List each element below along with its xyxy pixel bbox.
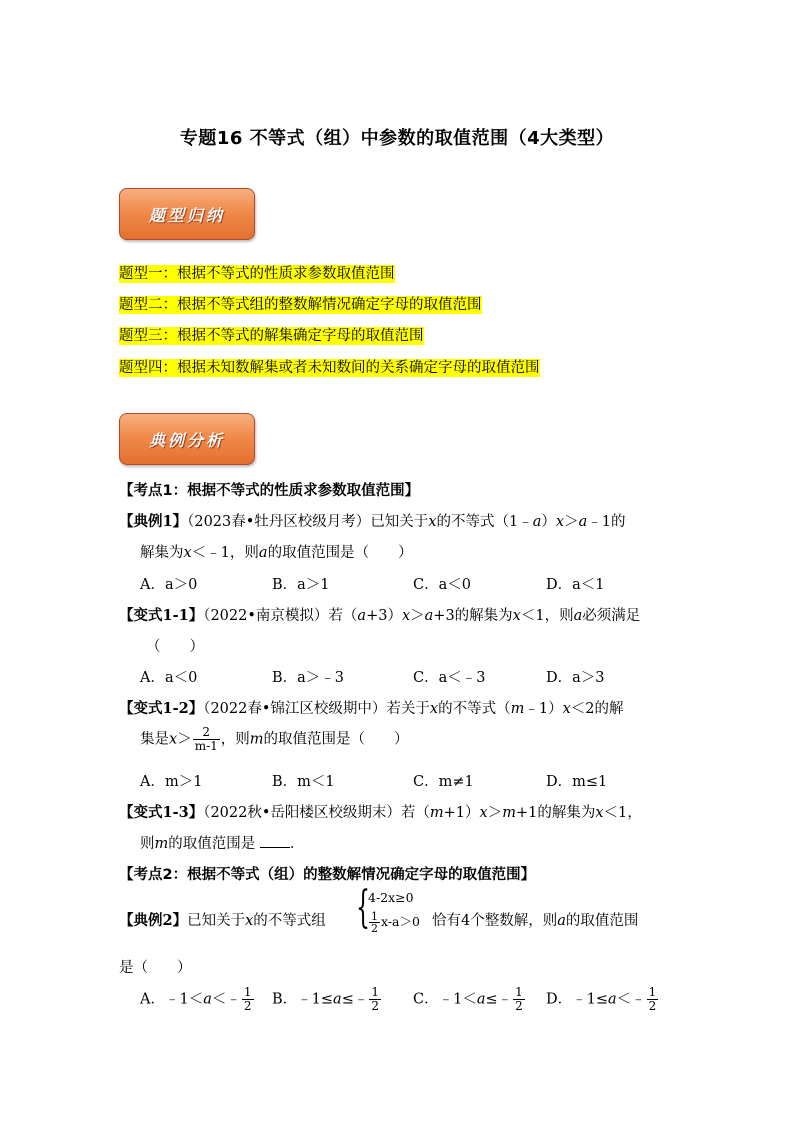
system-eq-2: $\frac{1}{2}$ x-a＞0 xyxy=(371,910,420,935)
page-title: 专题16 不等式（组）中参数的取值范围（4大类型） xyxy=(179,128,615,149)
answer-blank[interactable] xyxy=(260,835,290,848)
question-5-option-b: B．﹣1≤a≤﹣ $\frac{1}{2}$ xyxy=(272,985,379,1013)
section-banner-examples xyxy=(119,413,255,465)
question-2-option-b: B．a＞﹣3 xyxy=(272,670,345,686)
system-eq-1: 4-2x≥0 xyxy=(368,890,414,905)
type-item-4: 题型四：根据未知数解集或者未知数间的关系确定字母的取值范围 xyxy=(119,360,540,376)
question-2-line2: （ ） xyxy=(146,639,204,655)
question-3-line2: 集是x＞ $\frac{2}{m-1}$ ，则m的取值范围是（ ） xyxy=(140,725,409,753)
type-item-3: 题型三：根据不等式的解集确定字母的取值范围 xyxy=(119,328,424,344)
question-1-option-a: A．a＞0 xyxy=(140,577,198,593)
question-3-option-a: A．m＞1 xyxy=(140,774,203,790)
question-3-option-b: B．m＜1 xyxy=(272,774,335,790)
question-2-option-d: D．a＞3 xyxy=(546,670,605,686)
fraction: $\frac{2}{m-1}$ xyxy=(194,725,218,753)
question-4-line1: 【变式1-3】（2022秋•岳阳楼区校级期末）若（m+1）x＞m+1的解集为x＜1， xyxy=(119,804,642,821)
question-2-option-a: A．a＜0 xyxy=(140,670,198,686)
question-5-option-c: C．﹣1＜a≤﹣ $\frac{1}{2}$ xyxy=(413,985,523,1013)
question-1-line1: 【典例1】（2023春•牡丹区校级月考）已知关于x的不等式（1﹣a）x＞a﹣1的 xyxy=(119,513,626,530)
kaodian-2-heading: 【考点2：根据不等式（组）的整数解情况确定字母的取值范围】 xyxy=(119,867,536,883)
question-5-line2: 是（ ） xyxy=(119,960,192,976)
question-1-line2: 解集为x＜﹣1，则a的取值范围是（ ） xyxy=(140,545,413,561)
banner-label: 典例分析 xyxy=(148,431,225,450)
question-2-line1: 【变式1-1】（2022•南京模拟）若（a+3）x＞a+3的解集为x＜1，则a必须满足 xyxy=(119,607,641,624)
question-2-option-c: C．a＜﹣3 xyxy=(413,670,486,686)
type-item-2: 题型二：根据不等式组的整数解情况确定字母的取值范围 xyxy=(119,297,482,313)
question-5-line1-cont: 恰有4个整数解，则a的取值范围 xyxy=(432,913,639,929)
question-4-line2: 则m的取值范围是 ． xyxy=(140,836,305,852)
kaodian-1-heading: 【考点1：根据不等式的性质求参数取值范围】 xyxy=(119,483,420,499)
question-1-option-b: B．a＞1 xyxy=(272,577,330,593)
section-banner-types xyxy=(119,188,255,240)
type-item-1: 题型一：根据不等式的性质求参数取值范围 xyxy=(119,266,395,282)
question-3-option-d: D．m≤1 xyxy=(546,774,608,790)
banner-label: 题型归纳 xyxy=(148,206,225,225)
brace: { xyxy=(356,882,370,933)
question-5-option-a: A．﹣1＜a＜﹣ $\frac{1}{2}$ xyxy=(140,985,252,1013)
question-1-option-c: C．a＜0 xyxy=(413,577,471,593)
question-1-option-d: D．a＜1 xyxy=(546,577,605,593)
question-5-line1: 【典例2】已知关于x的不等式组 xyxy=(119,912,326,929)
question-3-option-c: C．m≠1 xyxy=(413,774,474,790)
question-3-line1: 【变式1-2】（2022春•锦江区校级期中）若关于x的不等式（m﹣1）x＜2的解 xyxy=(119,700,624,717)
question-5-option-d: D．﹣1≤a＜﹣ $\frac{1}{2}$ xyxy=(546,985,657,1013)
